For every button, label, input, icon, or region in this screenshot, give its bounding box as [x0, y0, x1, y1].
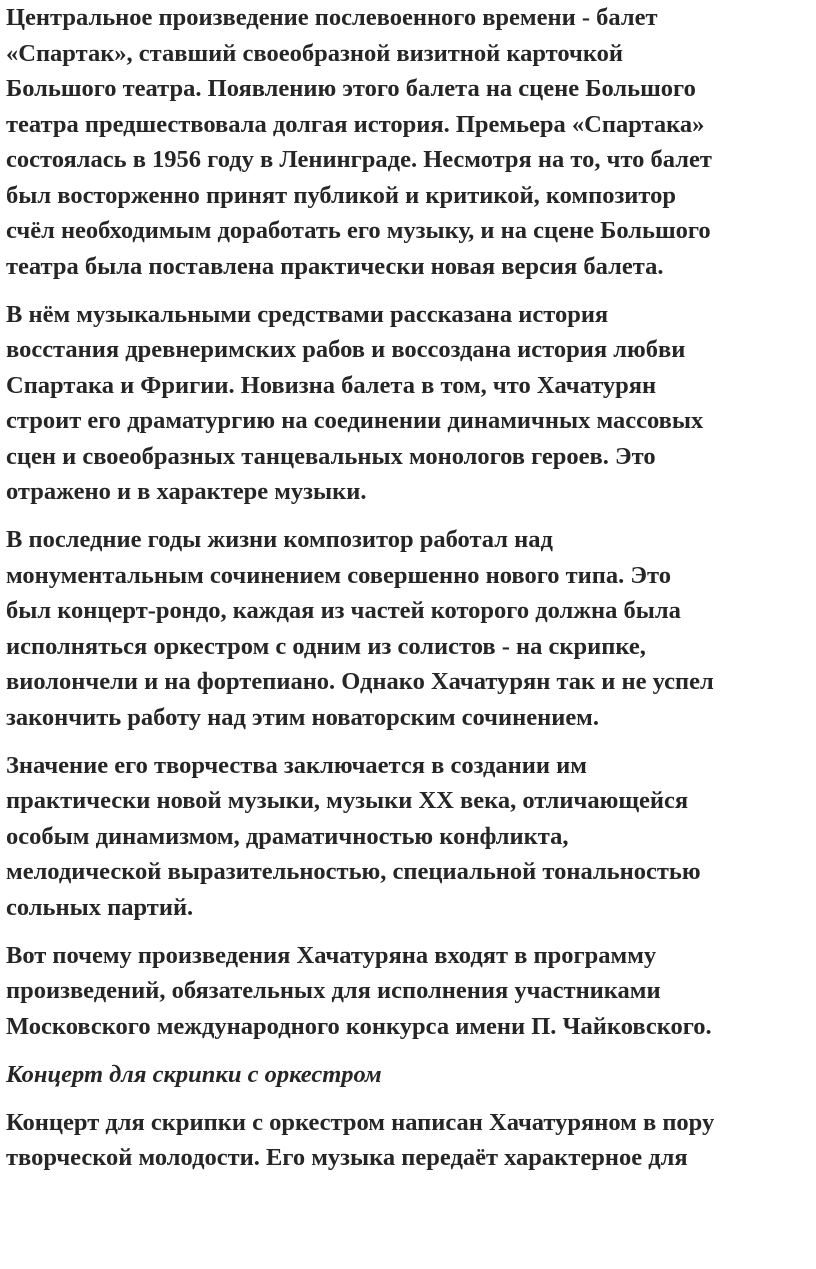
text-line: виолончели и на фортепиано. Однако Хачатурян так и не успел [6, 668, 714, 695]
paragraph-significance [6, 748, 816, 926]
paragraph-spacer [6, 735, 816, 748]
paragraph-spacer [6, 284, 816, 297]
text-line: строит его драматургию на соединении динамичных массовых [6, 407, 704, 434]
paragraph-spacer [6, 510, 816, 523]
text-line: Вот почему произведения Хачатуряна входят в программу [6, 941, 657, 969]
text-line: Центральное произведение послевоенного времени - балет [6, 4, 658, 31]
text-line: мелодической выразительностью, специальной тональностью [6, 858, 701, 885]
text-line: творческой молодости. Его музыка передаёт характерное для [6, 1144, 688, 1171]
text-line: Значение его творчества заключается в создании им [6, 751, 587, 779]
section-heading-violin-concerto [6, 1057, 816, 1093]
text-line: Концерт для скрипки с оркестром написан Хачатуряном в пору [6, 1108, 715, 1136]
paragraph-spacer [6, 1044, 816, 1057]
text-line: произведений, обязательных для исполнения участниками [6, 977, 661, 1004]
document-body [6, 0, 816, 1176]
text-line: Спартака и Фригии. Новизна балета в том, что Хачатурян [6, 371, 657, 399]
text-line: монументальным сочинением совершенно нового типа. Это [6, 561, 671, 589]
text-line: исполняться оркестром с одним из солистов - на скрипке, [6, 632, 646, 660]
text-line: театра была поставлена практически новая версия балета. [6, 252, 664, 280]
text-line: Московского международного конкурса имени П. Чайковского. [6, 1012, 712, 1040]
text-line: отражено и в характере музыки. [6, 478, 367, 505]
text-line: В нём музыкальными средствами рассказана история [6, 300, 609, 328]
text-line: практически новой музыки, музыки XX века, отличающейся [6, 787, 689, 814]
heading-line: Концерт для скрипки с оркестром [6, 1060, 382, 1088]
text-line: Большого театра. Появлению этого балета на сцене Большого [6, 75, 696, 102]
paragraph-violin-concerto [6, 1105, 816, 1176]
paragraph-concert-rondo [6, 522, 816, 735]
text-line: В последние годы жизни композитор работал над [6, 526, 553, 553]
text-line: особым динамизмом, драматичностью конфликта, [6, 822, 569, 850]
text-line: состоялась в 1956 году в Ленинграде. Несмотря на то, что балет [6, 146, 712, 173]
text-line: восстания древнеримских рабов и воссоздана история любви [6, 336, 686, 363]
text-line: был восторженно принят публикой и критикой, композитор [6, 181, 677, 209]
text-line: сольных партий. [6, 893, 194, 921]
paragraph-spartacus-story [6, 297, 816, 510]
text-line: сцен и своеобразных танцевальных монологов героев. Это [6, 442, 656, 470]
text-line: «Спартак», ставший своеобразной визитной карточкой [6, 39, 623, 67]
paragraph-spartacus-premiere [6, 0, 816, 284]
text-line: счёл необходимым доработать его музыку, и на сцене Большого [6, 217, 711, 244]
text-line: закончить работу над этим новаторским сочинением. [6, 703, 600, 731]
text-line: был концерт-рондо, каждая из частей которого должна была [6, 597, 681, 624]
paragraph-spacer [6, 925, 816, 938]
paragraph-competition [6, 938, 816, 1045]
text-line: театра предшествовала долгая история. Премьера «Спартака» [6, 110, 705, 138]
paragraph-spacer [6, 1092, 816, 1105]
